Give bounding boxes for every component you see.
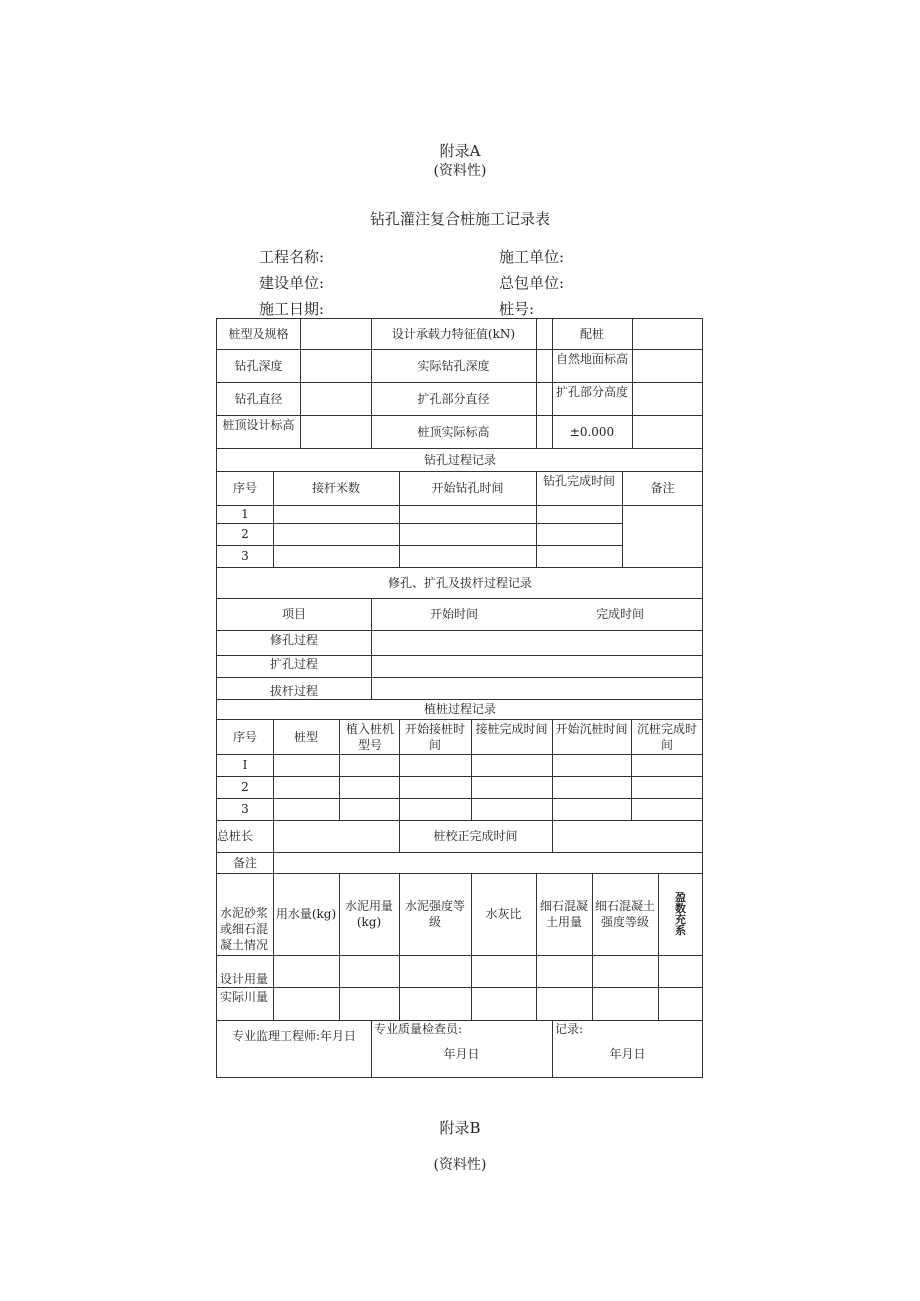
form-title: 钻孔灌注复合桩施工记录表: [369, 210, 550, 228]
pile-type-spec-label: 桩型及规格: [228, 327, 289, 341]
pile-no-label: 桩号:: [499, 300, 535, 318]
expand-diameter-label: 扩孔部分直径: [417, 391, 490, 406]
project-name-label: 工程名称:: [259, 248, 325, 266]
owner-unit-label: 建设单位:: [259, 274, 325, 292]
planting-header-start-joint: 开始接桩时间: [404, 721, 465, 752]
total-pile-length-label: 总桩长: [217, 829, 254, 843]
filling-coefficient-header: [658, 873, 703, 955]
repair-header-item: 项目: [281, 607, 306, 621]
appendix-a-heading: 附录A: [439, 142, 481, 160]
planting-header-seq: 序号: [232, 729, 257, 744]
drill-depth-label: 钻孔深度: [234, 358, 283, 373]
drilling-record-title: 钻孔过程记录: [423, 452, 496, 467]
repair-row-label: 扩孔过程: [269, 657, 318, 671]
drilling-header-finish-time: 钻孔完成时间: [542, 474, 615, 488]
mortar-concrete-label: 水泥砂浆或细石混凝土情况: [220, 906, 269, 952]
cement-grade-header: 水泥强度等级: [404, 899, 465, 929]
drilling-header-remarks: 备注: [650, 481, 675, 495]
pile-top-actual-elevation-label: 桩顶实际标高: [417, 424, 490, 439]
repair-header-finish-time: 完成时间: [595, 607, 644, 621]
construction-date-label: 施工日期:: [259, 300, 325, 318]
recorder-date: 年月日: [609, 1047, 646, 1061]
actual-drill-depth-label: 实际钻孔深度: [417, 358, 490, 373]
planting-remarks-label: 备注: [232, 855, 257, 870]
planting-header-joint-finish: 接桩完成时间: [475, 722, 548, 736]
natural-ground-elevation-label: 自然地面标高: [555, 352, 628, 366]
quality-inspector-signature: 专业质量检查员:: [374, 1022, 463, 1036]
drilling-header-seq: 序号: [232, 481, 257, 495]
planting-row-seq: 3: [241, 802, 249, 816]
matching-pile-label: 配桩: [579, 327, 604, 341]
construction-record-form: [216, 318, 703, 1078]
drilling-header-rod-meters: 接杆米数: [311, 481, 360, 495]
expand-height-label: 扩孔部分高度: [555, 385, 628, 399]
drilling-header-start-time: 开始钻孔时间: [431, 481, 504, 495]
quality-inspector-date: 年月日: [443, 1047, 480, 1061]
pile-top-design-elevation-label: 桩顶设计标高: [222, 418, 295, 432]
repair-record-title: 修孔、扩孔及拔杆过程记录: [387, 575, 532, 590]
planting-header-sink-finish: 沉桩完成时间: [636, 721, 697, 752]
fine-concrete-grade-header: 细石混凝土强度等级: [594, 899, 655, 929]
general-contractor-label: 总包单位:: [499, 274, 565, 292]
construction-unit-label: 施工单位:: [499, 248, 565, 266]
zero-elevation-label: ±0.000: [569, 424, 615, 439]
water-usage-header: 用水量(kg): [275, 907, 337, 921]
design-usage-label: 设计用量: [220, 972, 269, 986]
cement-usage-header: 水泥用量(kg): [344, 899, 393, 929]
planting-row-seq: I: [242, 758, 248, 772]
actual-usage-label: 实际川量: [220, 990, 269, 1004]
filling-coefficient-text: 盈数充系: [675, 891, 686, 937]
appendix-b-heading: 附录B: [439, 1119, 481, 1137]
planting-header-machine-model: 植入桩机型号: [345, 721, 394, 752]
design-bearing-label: 设计承载力特征值(kN): [391, 327, 516, 341]
planting-record-title: 植桩过程记录: [423, 702, 496, 716]
correction-finish-time-label: 桩校正完成时间: [433, 829, 518, 843]
drill-diameter-label: 钻孔直径: [234, 391, 283, 406]
drilling-row-seq: 2: [241, 527, 249, 541]
planting-row-seq: 2: [241, 780, 249, 794]
drilling-row-seq: 1: [241, 507, 249, 521]
repair-header-start-time: 开始时间: [429, 607, 478, 621]
recorder-signature: 记录:: [555, 1022, 584, 1036]
repair-row-label: 拔杆过程: [269, 684, 318, 698]
appendix-b-note: (资料性): [433, 1157, 487, 1173]
appendix-a-note: (资料性): [433, 163, 487, 179]
fine-concrete-usage-header: 细石混凝土用量: [539, 899, 588, 929]
drilling-row-seq: 3: [241, 549, 249, 563]
water-cement-ratio-header: 水灰比: [485, 907, 522, 921]
planting-header-pile-type: 桩型: [293, 729, 318, 744]
repair-row-label: 修孔过程: [269, 633, 318, 647]
supervisor-signature: 专业监理工程师:年月日: [231, 1029, 357, 1043]
planting-header-start-sink: 开始沉桩时间: [555, 722, 628, 736]
